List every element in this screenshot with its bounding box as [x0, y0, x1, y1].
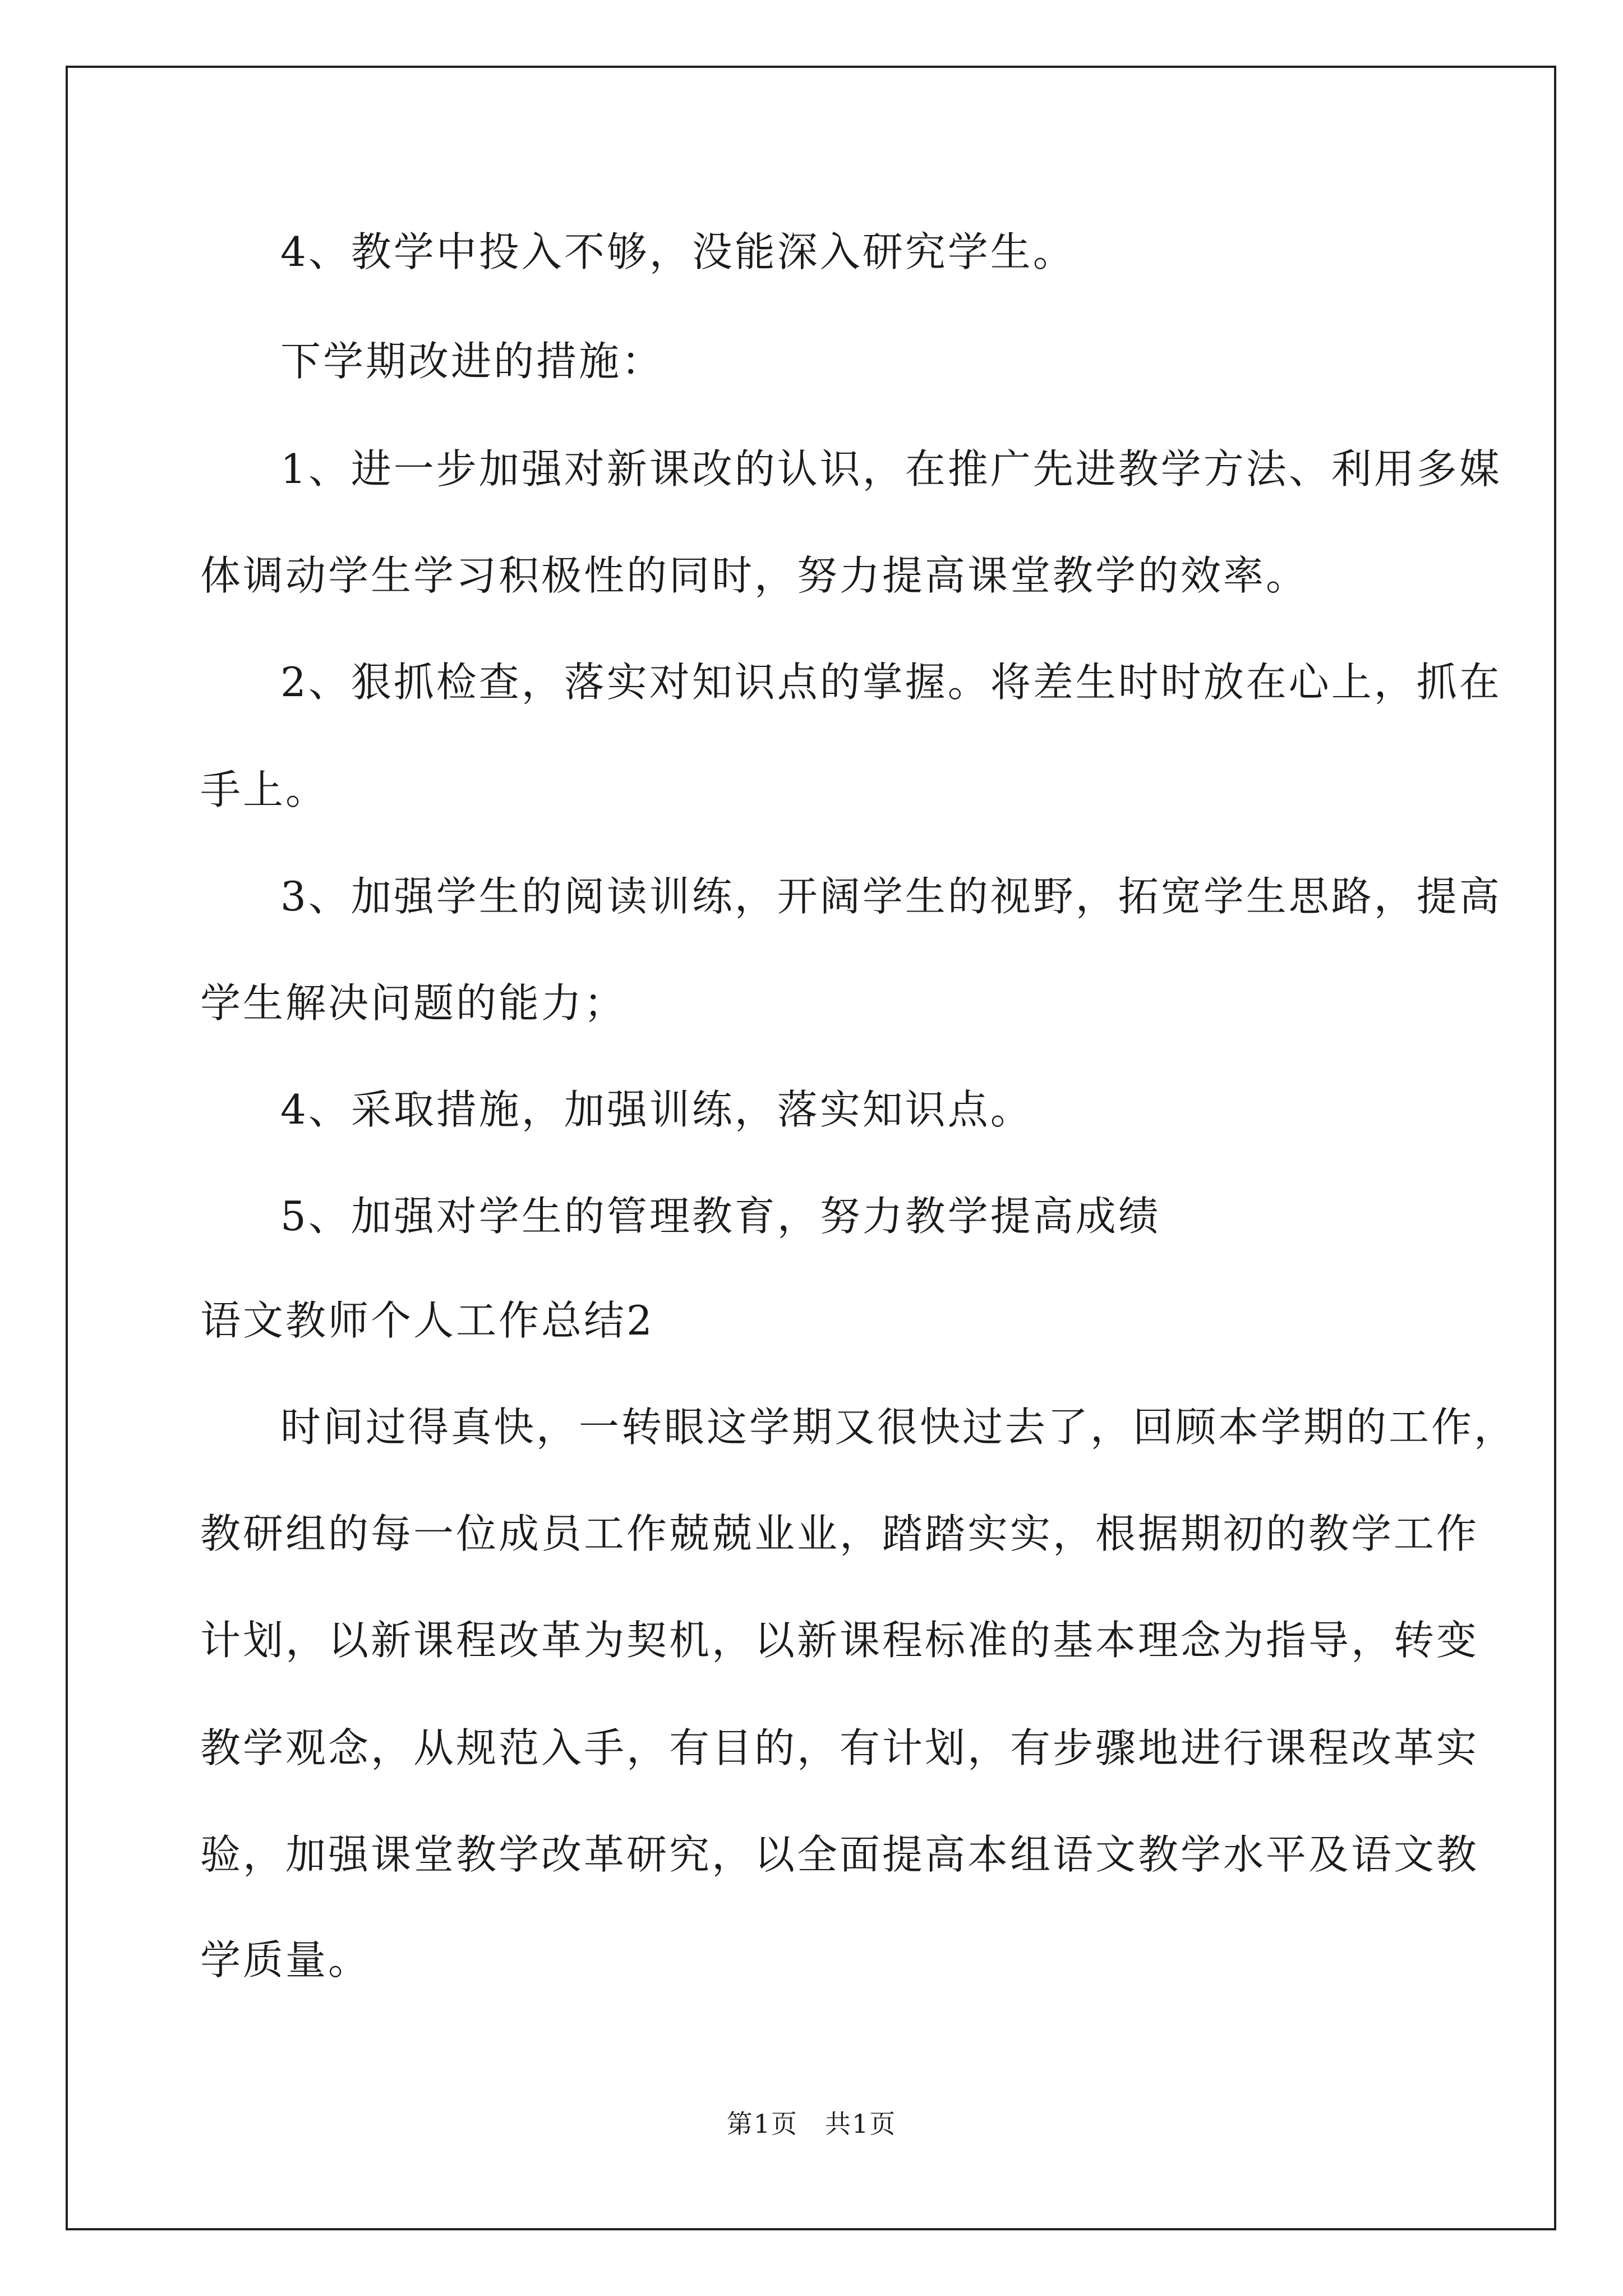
page-number-footer: 第1页 共1页: [726, 2109, 897, 2139]
paragraph-line: 教学观念，从规范入手，有目的，有计划，有步骤地进行课程改革实: [200, 1724, 1479, 1772]
paragraph-line: 4、采取措施，加强训练，落实知识点。: [280, 1086, 1033, 1133]
paragraph-line: 学生解决问题的能力；: [200, 979, 627, 1027]
paragraph-line: 2、狠抓检查，落实对知识点的掌握。将差生时时放在心上，抓在: [280, 659, 1502, 706]
section-heading: 语文教师个人工作总结2: [200, 1297, 654, 1344]
paragraph-line: 体调动学生学习积极性的同时，努力提高课堂教学的效率。: [200, 552, 1309, 599]
paragraph-line: 时间过得真快，一转眼这学期又很快过去了，回顾本学期的工作，: [280, 1404, 1517, 1451]
paragraph-line: 3、加强学生的阅读训练，开阔学生的视野，拓宽学生思路，提高: [280, 873, 1502, 920]
paragraph-line: 计划，以新课程改革为契机，以新课程标准的基本理念为指导，转变: [200, 1617, 1479, 1664]
page-border: [66, 66, 1556, 2230]
paragraph-line: 学质量。: [200, 1936, 371, 1984]
paragraph-line: 手上。: [200, 766, 329, 813]
paragraph-line: 5、加强对学生的管理教育，努力教学提高成绩: [280, 1193, 1161, 1240]
paragraph-line: 教研组的每一位成员工作兢兢业业，踏踏实实，根据期初的教学工作: [200, 1510, 1479, 1557]
paragraph-line: 下学期改进的措施：: [280, 338, 665, 385]
paragraph-line: 验，加强课堂教学改革研究，以全面提高本组语文教学水平及语文教: [200, 1831, 1479, 1878]
paragraph-line: 1、进一步加强对新课改的认识，在推广先进教学方法、利用多媒: [280, 445, 1502, 493]
paragraph-line: 4、教学中投入不够，没能深入研究学生。: [280, 228, 1076, 275]
